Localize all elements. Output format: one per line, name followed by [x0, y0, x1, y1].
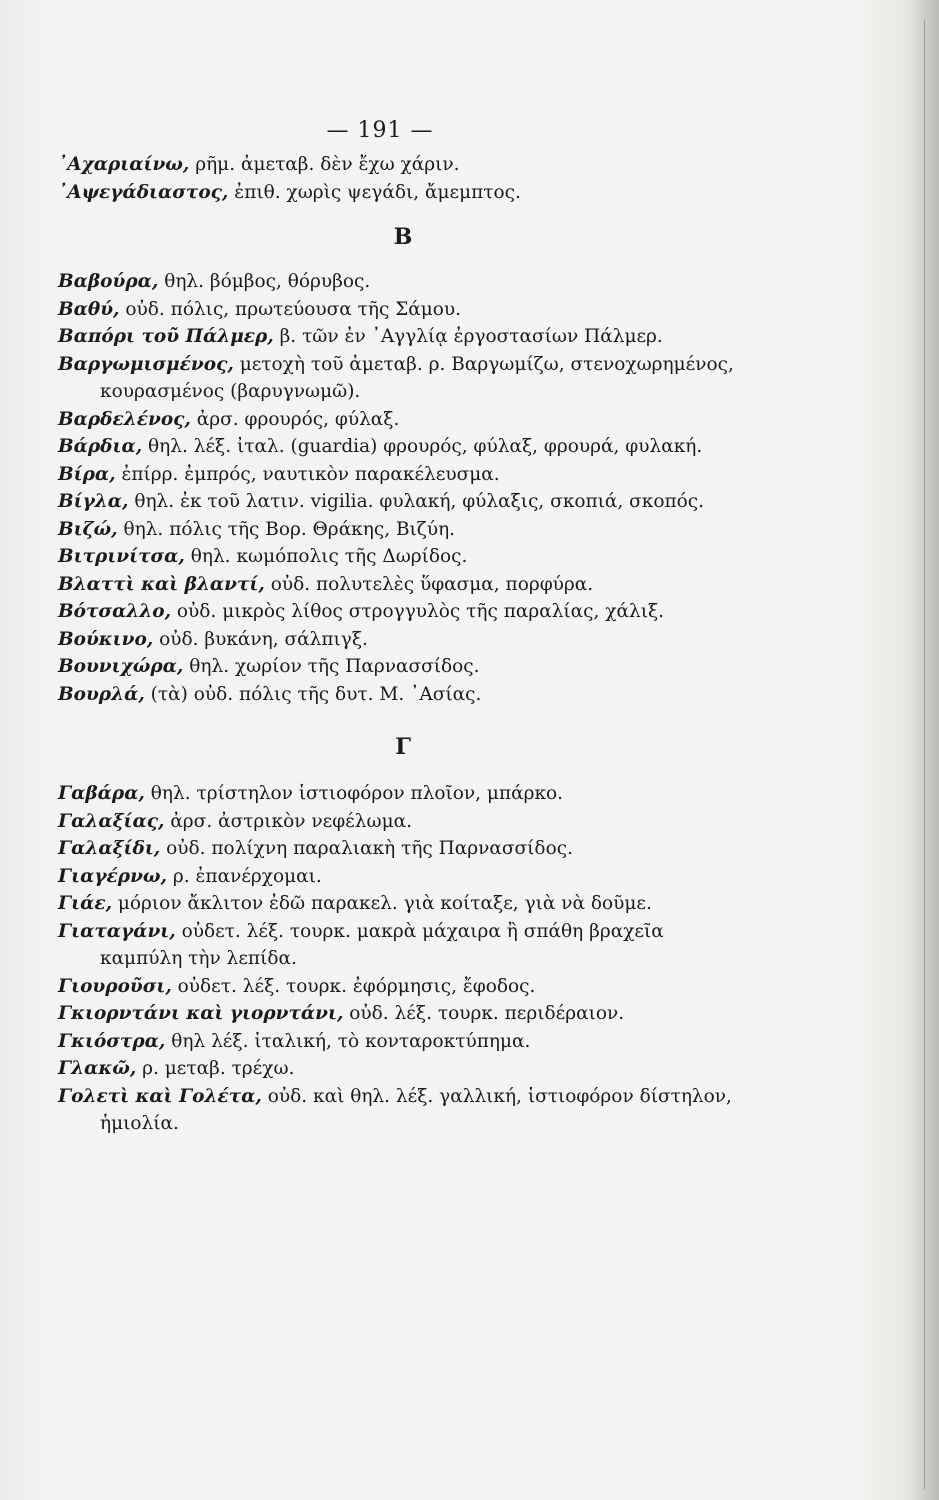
definition: θηλ λέξ. ἰταλική, τὸ κονταροκτύπημα. [165, 1030, 531, 1052]
headword: Βιζώ, [58, 518, 118, 540]
headword: Βαρδελένος, [58, 408, 191, 430]
glossary-entry [58, 433, 748, 461]
definition: ρ. ἐπανέρχομαι. [166, 865, 322, 887]
glossary-entry [58, 1055, 748, 1083]
page-edge-line [924, 20, 925, 1490]
headword: Γαβάρα, [58, 783, 145, 804]
headword: ᾿Αχαριαίνω, [58, 154, 190, 175]
definition: οὐδετ. λέξ. τουρκ. ἐφόρμησις, ἔφοδος. [171, 975, 536, 997]
definition: ἀρσ. φρουρός, φύλαξ. [190, 408, 400, 430]
definition: οὐδ. βυκάνη, σάλπιγξ. [153, 628, 368, 650]
headword: Βαργωμισμένος, [58, 353, 234, 375]
headword: Γιαγέρνω, [58, 865, 167, 887]
headword: Γκιορντάνι καὶ γιορντάνι, [58, 1003, 344, 1024]
glossary-entry [58, 1083, 748, 1138]
definition: (τὰ) οὐδ. πόλις τῆς δυτ. Μ. ᾿Ασίας. [144, 683, 482, 705]
headword: Γλακῶ, [58, 1058, 137, 1079]
glossary-entry [58, 973, 748, 1001]
page-number: — 191 — [326, 118, 434, 143]
definition: ἐπιθ. χωρὶς ψεγάδι, ἄμεμπτος. [228, 181, 521, 203]
headword: Βάρδια, [58, 436, 143, 457]
glossary-entry [58, 351, 748, 406]
definition: οὐδετ. λέξ. τουρκ. μακρὰ μάχαιρα ἢ σπάθη βραχεῖα καμπύλη τὴν λεπίδα. [100, 920, 664, 969]
glossary-entry [58, 863, 748, 891]
glossary-entry [58, 323, 748, 351]
section-heading-gamma: Γ [395, 734, 411, 760]
headword: Γιαταγάνι, [58, 920, 176, 942]
definition: θηλ. κωμόπολις τῆς Δωρίδος. [184, 546, 468, 567]
section-heading-beta: Β [393, 224, 413, 250]
glossary-entry [58, 681, 748, 709]
glossary-entry [58, 516, 748, 544]
glossary-entry [58, 598, 748, 626]
glossary-entry [58, 179, 748, 207]
section-gamma [58, 708, 748, 1138]
glossary-entry [58, 653, 748, 681]
glossary-entry [58, 406, 748, 434]
definition: ρ. μεταβ. τρέχω. [136, 1058, 295, 1079]
definition: θηλ. τρίστηλον ἱστιοφόρον πλοῖον, μπάρκο. [144, 783, 564, 804]
headword: Γιουροῦσι, [58, 975, 172, 997]
glossary-entry [58, 151, 748, 179]
glossary-entry [58, 808, 748, 836]
glossary-entry [58, 296, 748, 324]
glossary-entry [58, 268, 748, 296]
definition: οὐδ. πόλις, πρωτεύουσα τῆς Σάμου. [119, 298, 462, 320]
headword: Βουρλά, [58, 683, 145, 705]
headword: Βαπόρι τοῦ Πάλμερ, [58, 326, 274, 347]
definition: θηλ. λέξ. ἰταλ. (guardia) φρουρός, φύλαξ, φρουρά, φυλακή. [142, 436, 703, 457]
definition: ἐπίρρ. ἐμπρός, ναυτικὸν παρακέλευσμα. [115, 463, 500, 485]
page-edge-shadow [907, 0, 939, 1500]
glossary-entry [58, 918, 748, 973]
glossary-entry [58, 1028, 748, 1056]
glossary-entry [58, 835, 748, 863]
glossary-entry [58, 1000, 748, 1028]
headword: Γαλαξίδι, [58, 838, 161, 859]
definition: οὐδ. πολυτελὲς ὕφασμα, πορφύρα. [264, 573, 594, 595]
headword: Βίγλα, [58, 491, 129, 512]
definition: οὐδ. λέξ. τουρκ. περιδέραιον. [343, 1003, 625, 1024]
definition: μόριον ἄκλιτον ἐδῶ παρακελ. γιὰ κοίταξε, γιὰ νὰ δοῦμε. [112, 893, 652, 914]
headword: Γιάε, [58, 893, 113, 914]
definition: οὐδ. πολίχνη παραλιακὴ τῆς Παρνασσίδος. [160, 838, 573, 859]
headword: ᾿Αψεγάδιαστος, [58, 181, 229, 203]
definition: β. τῶν ἐν ᾿Αγγλίᾳ ἐργοστασίων Πάλμερ. [273, 326, 663, 347]
section-alpha-continuation [58, 151, 748, 206]
glossary-entry [58, 626, 748, 654]
definition: θηλ. πόλις τῆς Βορ. Θράκης, Βιζύη. [117, 518, 456, 540]
glossary-entry [58, 461, 748, 489]
glossary-entry [58, 543, 748, 571]
glossary-entry [58, 780, 748, 808]
glossary-entry [58, 488, 748, 516]
headword: Βουνιχώρα, [58, 656, 184, 677]
definition: οὐδ. μικρὸς λίθος στρογγυλὸς τῆς παραλίας, χάλιξ. [171, 601, 665, 622]
headword: Βότσαλλο, [58, 601, 172, 622]
headword: Γκιόστρα, [58, 1030, 166, 1052]
headword: Βίρα, [58, 463, 116, 485]
headword: Βαθύ, [58, 298, 120, 320]
glossary-content [58, 151, 748, 1138]
headword: Βιτρινίτσα, [58, 546, 185, 567]
definition: θηλ. χωρίον τῆς Παρνασσίδος. [183, 656, 480, 677]
glossary-entry [58, 571, 748, 599]
headword: Βαβούρα, [58, 271, 159, 292]
definition: οὐδ. καὶ θηλ. λέξ. γαλλική, ἱστιοφόρον δίστηλον, ἡμιολία. [100, 1085, 732, 1134]
glossary-entry [58, 890, 748, 918]
headword: Βλαττὶ καὶ βλαντί, [58, 573, 265, 595]
headword: Γολετὶ καὶ Γολέτα, [58, 1085, 262, 1107]
definition: θηλ. βόμβος, θόρυβος. [158, 271, 371, 292]
definition: μετοχὴ τοῦ ἀμεταβ. ρ. Βαργωμίζω, στενοχωρημένος, κουρασμένος (βαρυγνωμῶ). [100, 353, 734, 402]
section-beta [58, 206, 748, 708]
definition: ρῆμ. ἀμεταβ. δὲν ἔχω χάριν. [189, 154, 460, 175]
definition: ἀρσ. ἀστρικὸν νεφέλωμα. [164, 810, 412, 832]
headword: Βούκινο, [58, 628, 154, 650]
definition: θηλ. ἐκ τοῦ λατιν. vigilia. φυλακή, φύλαξις, σκοπιά, σκοπός. [128, 491, 705, 512]
headword: Γαλαξίας, [58, 810, 165, 832]
